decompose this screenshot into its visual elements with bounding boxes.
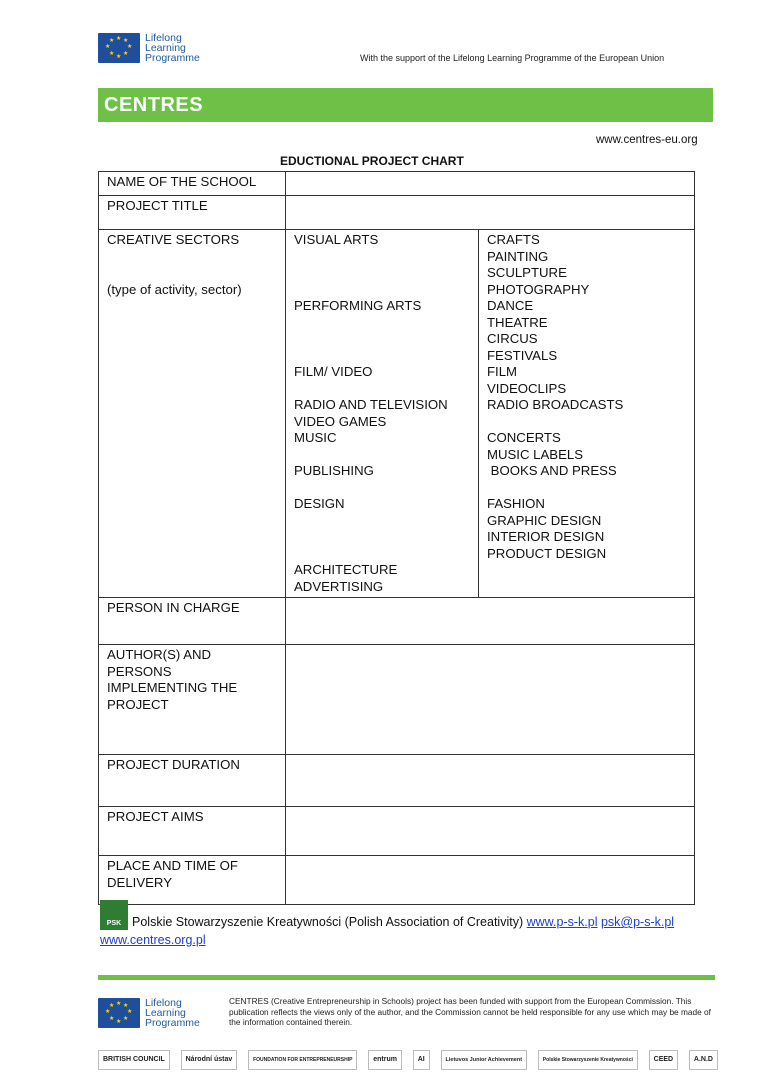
project-chart-table — [98, 171, 695, 905]
school-field[interactable] — [286, 172, 695, 196]
project-duration-field[interactable] — [286, 755, 695, 807]
table-row — [99, 856, 695, 905]
project-title-label: PROJECT TITLE — [99, 196, 286, 230]
activity-item: CONCERTS — [487, 430, 561, 445]
activity-item: VIDEOCLIPS — [487, 380, 567, 396]
table-row — [99, 645, 695, 755]
activity-item: SCULPTURE — [487, 265, 567, 280]
page-title: EDUCTIONAL PROJECT CHART — [280, 154, 464, 168]
footer-divider — [98, 975, 715, 980]
person-in-charge-field[interactable] — [286, 598, 695, 645]
activity-item: FESTIVALS — [487, 347, 558, 363]
sector-item: ADVERTISING — [294, 578, 384, 594]
project-title-field[interactable] — [286, 196, 695, 230]
activity-column — [479, 230, 695, 598]
sector-item: FILM/ VIDEO — [294, 364, 373, 379]
psk-description: Polskie Stowarzyszenie Kreatywności (Polish Association of Creativity) — [132, 915, 524, 929]
table-row — [99, 230, 695, 598]
authors-label-line: PROJECT — [107, 696, 169, 712]
sector-column — [286, 230, 479, 598]
activity-item: RADIO BROADCASTS — [487, 397, 624, 412]
creative-sectors-sublabel: (type of activity, sector) — [107, 281, 242, 297]
activity-item: FASHION — [487, 496, 545, 511]
activity-item: MUSIC LABELS — [487, 446, 584, 462]
eu-flag-icon: ★ ★ ★ ★ ★ ★ ★ ★ — [98, 33, 140, 63]
activity-item: THEATRE — [487, 314, 548, 330]
table-row — [99, 807, 695, 856]
eu-lifelong-learning-logo — [98, 30, 208, 66]
sector-item: VISUAL ARTS — [294, 232, 379, 247]
activity-item: PHOTOGRAPHY — [487, 281, 590, 297]
creative-sectors-cell — [99, 230, 286, 598]
sector-item: VIDEO GAMES — [294, 413, 387, 429]
sector-item: PERFORMING ARTS — [294, 298, 422, 313]
website-url: www.centres-eu.org — [596, 134, 698, 146]
psk-email-link[interactable]: psk@p-s-k.pl — [600, 915, 675, 929]
activity-item: GRAPHIC DESIGN — [487, 512, 602, 528]
sector-item: ARCHITECTURE — [294, 562, 398, 577]
authors-label — [99, 645, 286, 755]
table-row — [99, 196, 695, 230]
sector-item: RADIO AND TELEVISION — [294, 397, 448, 412]
activity-item: PAINTING — [487, 248, 549, 264]
eu-logo-line: Programme — [145, 1017, 200, 1029]
table-row — [99, 755, 695, 807]
eu-logo-line: Learning — [145, 1007, 186, 1019]
authors-label-line: AUTHOR(S) AND — [107, 647, 212, 662]
psk-footer — [100, 900, 720, 949]
centres-org-link[interactable]: www.centres.org.pl — [100, 933, 206, 947]
activity-item: CRAFTS — [487, 232, 540, 247]
place-time-label-line: PLACE AND TIME OF — [107, 858, 238, 873]
funding-disclaimer: CENTRES (Creative Entrepreneurship in Schools) project has been funded with support from the European Commission. This publication reflects the views only of the author, and the Commission cannot be held responsible for any use which may be made of the information contained therein. — [229, 996, 711, 1027]
psk-website-link[interactable]: www.p-s-k.pl — [526, 915, 598, 929]
sector-item: MUSIC — [294, 430, 337, 445]
place-time-label-line: DELIVERY — [107, 874, 172, 890]
partner-logo: Polskie Stowarzyszenie Kreatywności — [538, 1050, 638, 1070]
authors-field[interactable] — [286, 645, 695, 755]
authors-label-line: IMPLEMENTING THE — [107, 680, 238, 695]
partner-logo: Lietuvos Junior Achievement — [441, 1050, 528, 1070]
activity-item: BOOKS AND PRESS — [487, 463, 617, 478]
project-duration-label: PROJECT DURATION — [99, 755, 286, 807]
activity-item: PRODUCT DESIGN — [487, 545, 607, 561]
project-aims-field[interactable] — [286, 807, 695, 856]
place-time-field[interactable] — [286, 856, 695, 905]
creative-sectors-label: CREATIVE SECTORS — [107, 232, 240, 247]
eu-logo-line: Learning — [145, 42, 186, 54]
sector-item: DESIGN — [294, 496, 345, 511]
partner-logo: entrum — [368, 1050, 402, 1070]
psk-logo-text: PSK — [106, 920, 122, 927]
sector-item: PUBLISHING — [294, 463, 374, 478]
eu-logo-line: Programme — [145, 52, 200, 64]
eu-logo-line: Lifelong — [145, 32, 182, 44]
eu-logo-line: Lifelong — [145, 997, 182, 1009]
school-label: NAME OF THE SCHOOL — [99, 172, 286, 196]
partner-logo: A.N.D — [689, 1050, 718, 1070]
partner-logo: CEED — [649, 1050, 678, 1070]
table-row — [99, 598, 695, 645]
partner-logo: FOUNDATION FOR ENTREPRENEURSHIP — [248, 1050, 357, 1070]
place-time-label — [99, 856, 286, 905]
person-in-charge-label: PERSON IN CHARGE — [99, 598, 286, 645]
activity-item: CIRCUS — [487, 331, 538, 346]
table-row — [99, 172, 695, 196]
authors-label-line: PERSONS — [107, 663, 172, 679]
project-aims-label: PROJECT AIMS — [99, 807, 286, 856]
activity-item: DANCE — [487, 298, 534, 313]
partner-logo: AI — [413, 1050, 430, 1070]
activity-item: FILM — [487, 364, 518, 379]
support-statement: With the support of the Lifelong Learning Programme of the European Union — [360, 53, 665, 63]
partner-logo: Národní ústav — [181, 1050, 238, 1070]
partner-logo: BRITISH COUNCIL — [98, 1050, 170, 1070]
centres-banner-title: CENTRES — [104, 94, 204, 116]
psk-logo — [100, 900, 128, 930]
activity-item: INTERIOR DESIGN — [487, 529, 605, 544]
eu-flag-icon: ★ ★ ★ ★ ★ ★ ★ ★ — [98, 998, 140, 1028]
partner-logos — [98, 1048, 718, 1072]
eu-lifelong-learning-logo-footer — [98, 995, 208, 1031]
